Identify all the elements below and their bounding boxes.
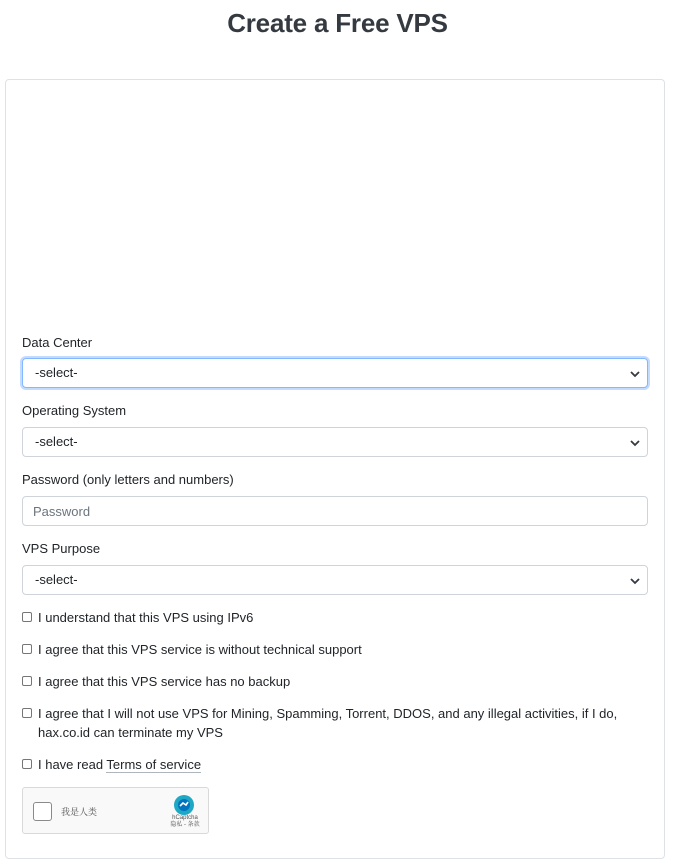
captcha-brand: hCaptcha bbox=[172, 815, 198, 821]
captcha-privacy-terms-links[interactable]: 隐私 - 条款 bbox=[170, 822, 200, 828]
data-center-value: -select- bbox=[35, 365, 78, 380]
chevron-down-icon bbox=[629, 368, 641, 380]
data-center-select[interactable] bbox=[22, 358, 648, 388]
agreement-no-support-text: I agree that this VPS service is without technical support bbox=[38, 642, 362, 657]
data-center-label: Data Center bbox=[22, 335, 93, 350]
chevron-down-icon bbox=[629, 575, 641, 587]
terms-of-service-link[interactable]: Terms of service bbox=[106, 757, 202, 772]
password-label: Password (only letters and numbers) bbox=[22, 472, 234, 487]
agreement-no-backup-checkbox[interactable] bbox=[22, 676, 32, 686]
operating-system-value: -select- bbox=[35, 434, 78, 449]
captcha-label: 我是人类 bbox=[61, 807, 98, 817]
agreement-tos-text bbox=[38, 755, 638, 774]
password-input[interactable] bbox=[22, 496, 648, 526]
operating-system-select[interactable] bbox=[22, 427, 648, 457]
form-card bbox=[5, 79, 665, 859]
vps-purpose-select[interactable] bbox=[22, 565, 648, 595]
captcha-checkbox[interactable] bbox=[33, 802, 52, 821]
operating-system-label: Operating System bbox=[22, 403, 127, 418]
agreement-no-backup-text: I agree that this VPS service has no backup bbox=[38, 674, 291, 689]
page-title: Create a Free VPS bbox=[227, 8, 448, 38]
agreement-no-support-checkbox[interactable] bbox=[22, 644, 32, 654]
agreement-acceptable-use-text: I agree that I will not use VPS for Mining, Spamming, Torrent, DDOS, and any illegal activities, if I do, hax.co.id can terminate my VPS bbox=[38, 706, 618, 740]
hcaptcha-logo-icon bbox=[173, 794, 195, 816]
agreement-acceptable-use-checkbox[interactable] bbox=[22, 708, 32, 718]
agreement-ipv6-text: I understand that this VPS using IPv6 bbox=[38, 610, 254, 625]
agreement-tos-checkbox[interactable] bbox=[22, 759, 32, 769]
agreement-ipv6-checkbox[interactable] bbox=[22, 612, 32, 622]
hcaptcha-widget bbox=[22, 787, 209, 834]
vps-purpose-value: -select- bbox=[35, 572, 78, 587]
tos-prefix: I have read bbox=[38, 757, 107, 772]
captcha-brand-block bbox=[164, 815, 206, 829]
chevron-down-icon bbox=[629, 437, 641, 449]
vps-purpose-label: VPS Purpose bbox=[22, 541, 101, 556]
